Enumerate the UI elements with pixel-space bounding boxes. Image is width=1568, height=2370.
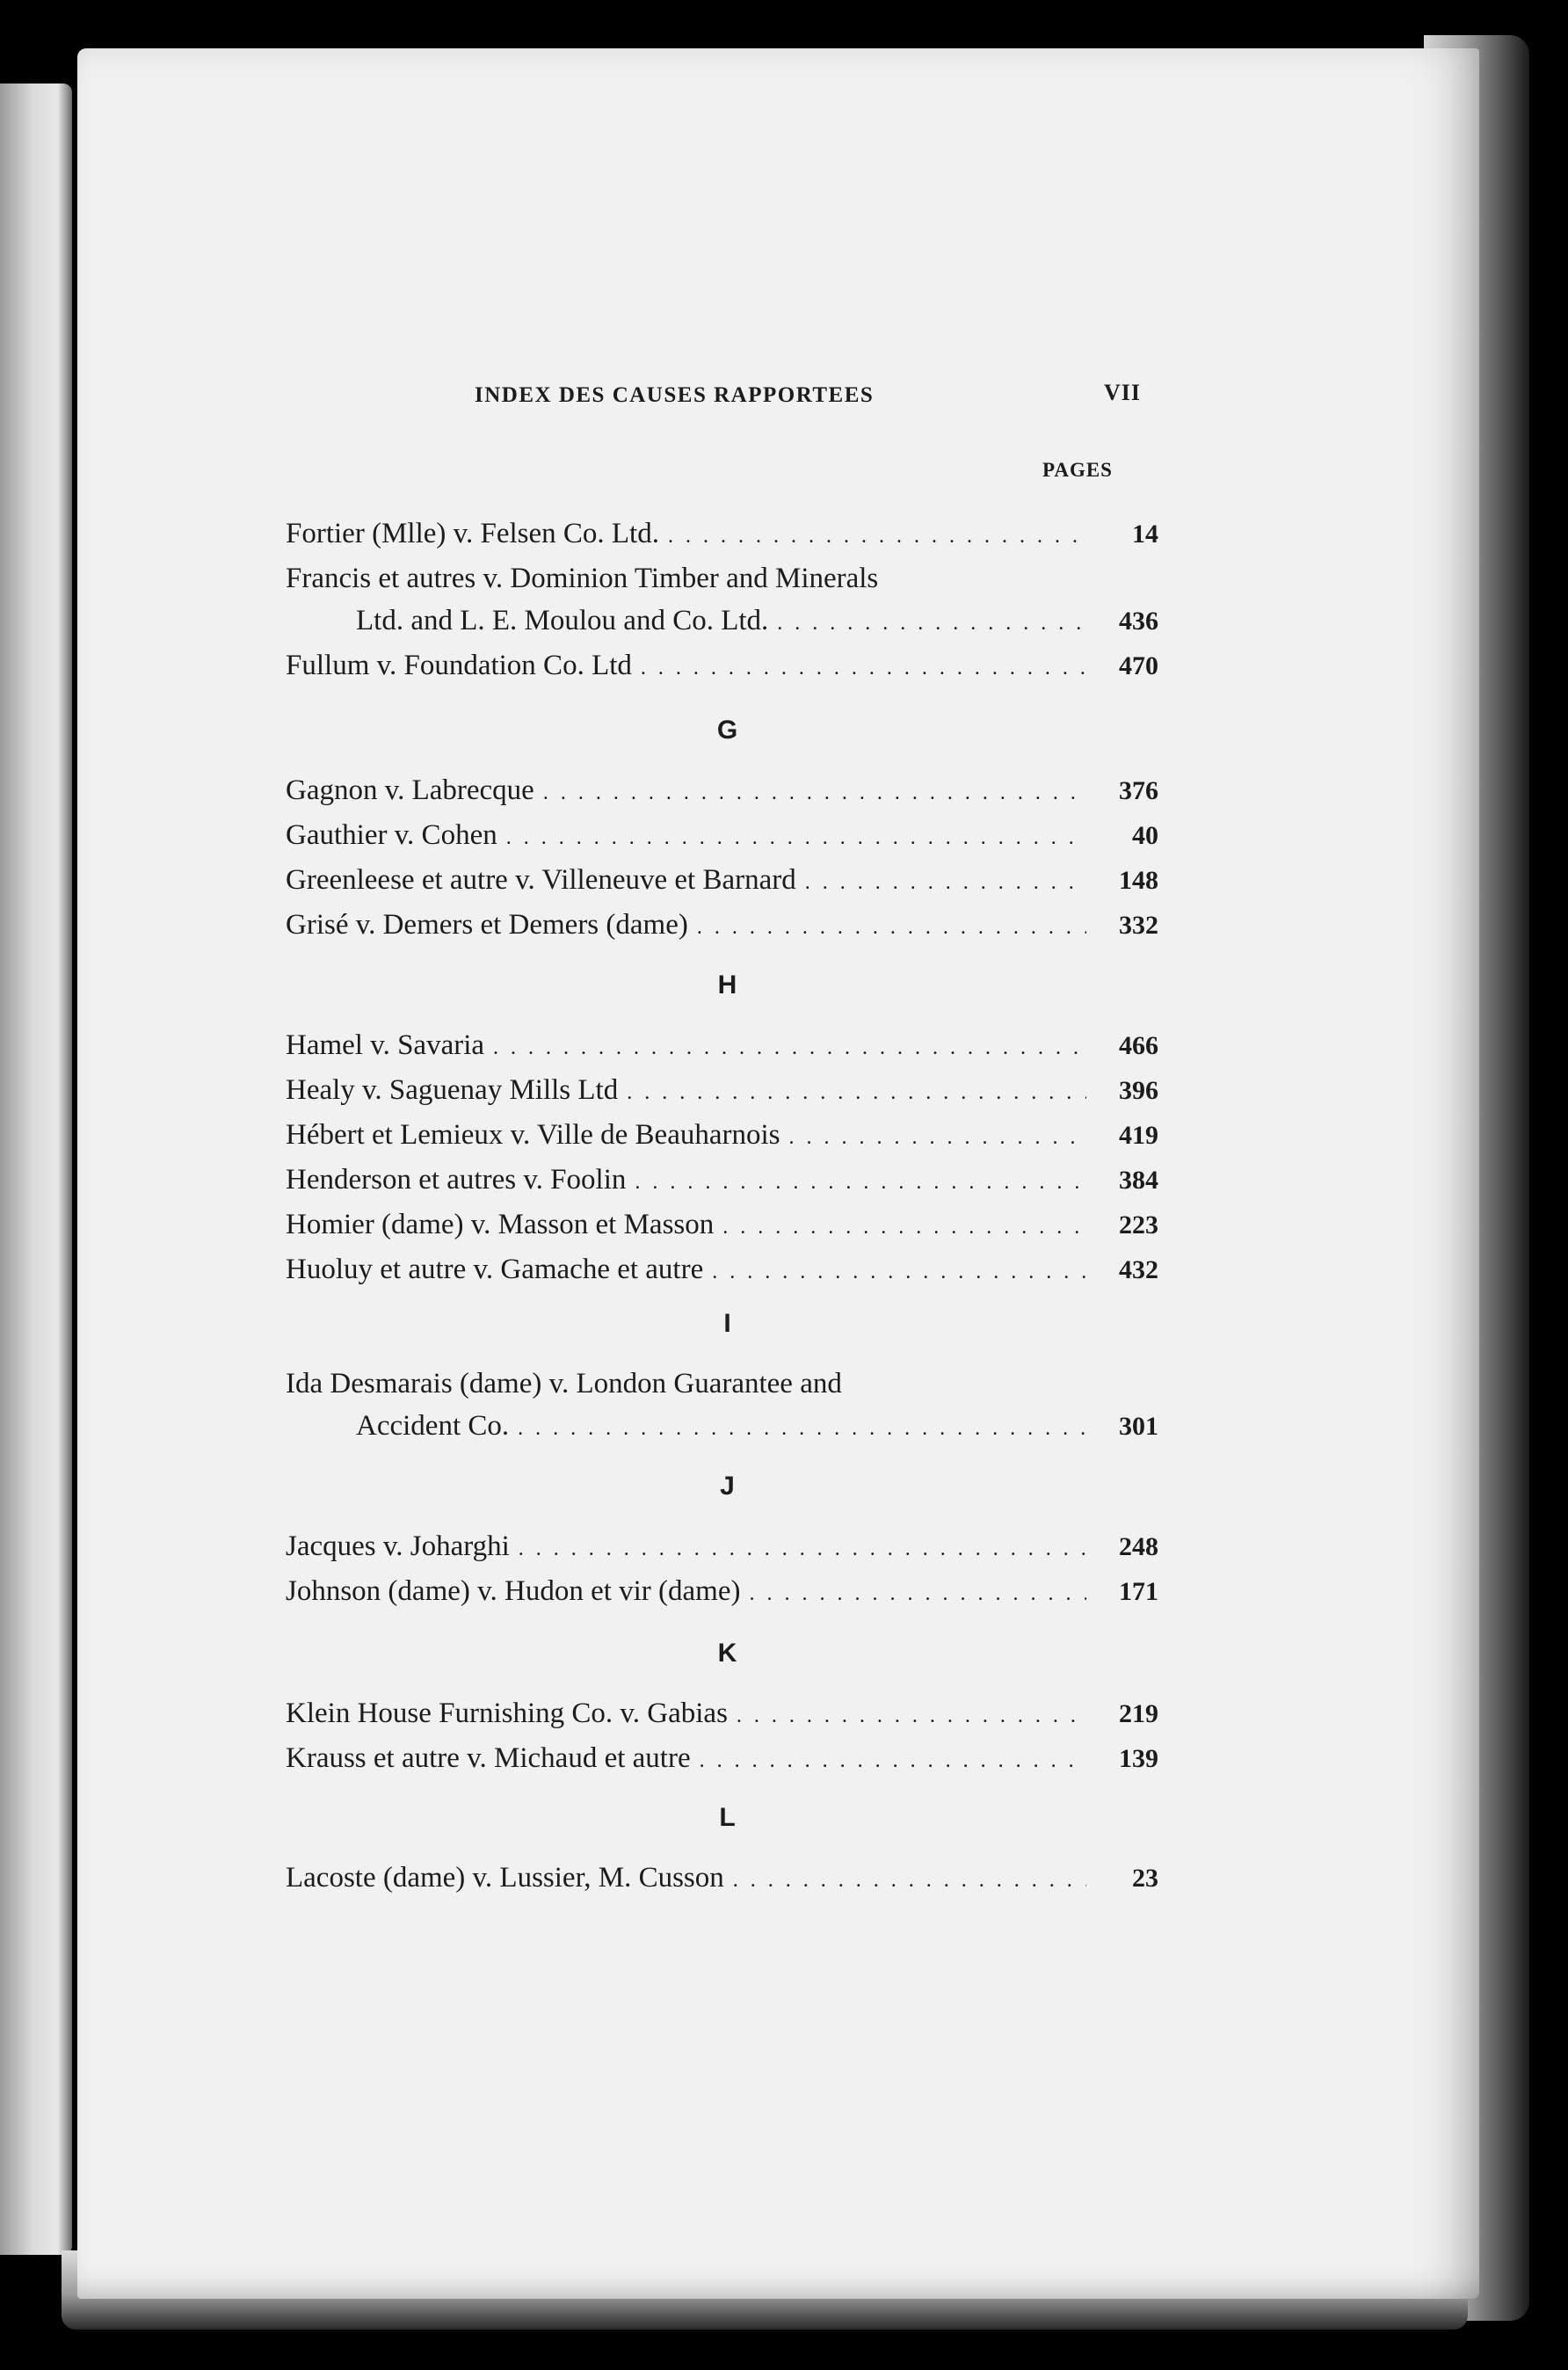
index-entry: [286, 1069, 1169, 1114]
index-entry: [286, 1525, 1169, 1570]
index-entry: [286, 859, 1169, 904]
section-letter: L: [719, 1803, 736, 1832]
dot-leader: [737, 1695, 1086, 1737]
dot-leader: [805, 861, 1086, 904]
index-entry: [286, 769, 1169, 814]
dot-leader: [493, 1027, 1086, 1069]
entry-name: Krauss et autre v. Michaud et autre: [286, 1742, 691, 1774]
dot-leader: [668, 515, 1086, 557]
entry-page: 376: [1119, 776, 1158, 805]
entry-page: 419: [1119, 1121, 1158, 1150]
entry-page: 436: [1119, 607, 1158, 636]
entry-page: 384: [1119, 1166, 1158, 1195]
index-entry: [286, 1737, 1169, 1782]
entry-page: 40: [1132, 821, 1158, 850]
section-l: [286, 1793, 1169, 1901]
folio-number: VII: [1103, 380, 1141, 405]
entry-name-first-line: Ida Desmarais (dame) v. London Guarantee and: [286, 1368, 842, 1399]
dot-leader: [697, 906, 1086, 949]
entry-page: 171: [1119, 1577, 1158, 1606]
entry-name: Gauthier v. Cohen: [286, 819, 497, 851]
entry-page: 14: [1132, 520, 1158, 549]
section-i: [286, 1299, 1169, 1450]
section-k: [286, 1629, 1169, 1782]
entry-name: Henderson et autres v. Foolin: [286, 1164, 627, 1196]
index-entry: [286, 1159, 1169, 1203]
entry-page: 432: [1119, 1255, 1158, 1284]
entry-name: Johnson (dame) v. Hudon et vir (dame): [286, 1575, 741, 1607]
entry-page: 219: [1119, 1699, 1158, 1728]
index-entry: [286, 1024, 1169, 1069]
entry-name-first-line: Francis et autres v. Dominion Timber and Minerals: [286, 563, 879, 594]
entry-name: Lacoste (dame) v. Lussier, M. Cusson: [286, 1862, 724, 1894]
entry-name: Fortier (Mlle) v. Felsen Co. Ltd.: [286, 518, 659, 549]
dot-leader: [749, 1573, 1086, 1615]
entry-page: 470: [1119, 651, 1158, 680]
dot-leader: [519, 1528, 1086, 1570]
index-entry: [286, 1857, 1169, 1901]
pages-column-label: PAGES: [1042, 459, 1113, 481]
dot-leader: [518, 1407, 1086, 1450]
dot-leader: [506, 817, 1086, 859]
section-letter: H: [717, 971, 737, 1000]
index-entry: [286, 1114, 1169, 1159]
dot-leader: [712, 1251, 1086, 1293]
index-entry: [286, 814, 1169, 859]
entry-page: 148: [1119, 866, 1158, 895]
dot-leader: [777, 602, 1086, 644]
section-j: [286, 1462, 1169, 1615]
index-entry: [286, 904, 1169, 949]
index-entry: [286, 1570, 1169, 1615]
index-entry: [286, 1248, 1169, 1293]
entry-name: Klein House Furnishing Co. v. Gabias: [286, 1698, 728, 1729]
section-letter: G: [716, 716, 738, 745]
entry-page: 23: [1132, 1864, 1158, 1893]
entry-page: 139: [1119, 1744, 1158, 1773]
section-f: [286, 513, 1169, 689]
entry-name: Healy v. Saguenay Mills Ltd: [286, 1074, 619, 1106]
dot-leader: [635, 1161, 1086, 1203]
index-entry: [286, 1692, 1169, 1737]
dot-leader: [733, 1859, 1086, 1901]
section-h: [286, 961, 1169, 1293]
entry-name: Accident Co.: [356, 1410, 510, 1442]
index-entry: [286, 513, 1169, 557]
index-entry: [286, 1405, 1169, 1450]
entry-name: Jacques v. Joharghi: [286, 1530, 510, 1562]
entry-name: Gagnon v. Labrecque: [286, 774, 534, 806]
dot-leader: [543, 772, 1086, 814]
entry-page: 223: [1119, 1210, 1158, 1240]
entry-name: Ltd. and L. E. Moulou and Co. Ltd.: [356, 605, 769, 636]
section-letter: K: [717, 1639, 737, 1668]
entry-name: Fullum v. Foundation Co. Ltd: [286, 650, 632, 681]
section-letter: J: [720, 1472, 735, 1501]
entry-page: 466: [1119, 1031, 1158, 1060]
page-header: [281, 380, 1169, 418]
dot-leader: [722, 1206, 1086, 1248]
entry-page: 332: [1119, 911, 1158, 940]
entry-name: Homier (dame) v. Masson et Masson: [286, 1209, 715, 1240]
index-entry: [286, 1203, 1169, 1248]
entry-page: 396: [1119, 1076, 1158, 1105]
section-letter: I: [723, 1309, 731, 1338]
entry-name: Grisé v. Demers et Demers (dame): [286, 909, 688, 941]
entry-name: Huoluy et autre v. Gamache et autre: [286, 1254, 704, 1285]
index-entry: [286, 600, 1169, 644]
entry-name: Hébert et Lemieux v. Ville de Beauharnois: [286, 1119, 780, 1151]
entry-name: Hamel v. Savaria: [286, 1029, 485, 1061]
index-entry: [286, 644, 1169, 689]
dot-leader: [627, 1072, 1086, 1114]
entry-page: 248: [1119, 1532, 1158, 1561]
entry-page: 301: [1119, 1412, 1158, 1441]
section-g: [286, 706, 1169, 949]
dot-leader: [641, 647, 1086, 689]
running-title: INDEX DES CAUSES RAPPORTEES: [475, 383, 875, 407]
entry-name: Greenleese et autre v. Villeneuve et Barnard: [286, 864, 796, 896]
dot-leader: [700, 1740, 1086, 1782]
dot-leader: [789, 1116, 1087, 1159]
